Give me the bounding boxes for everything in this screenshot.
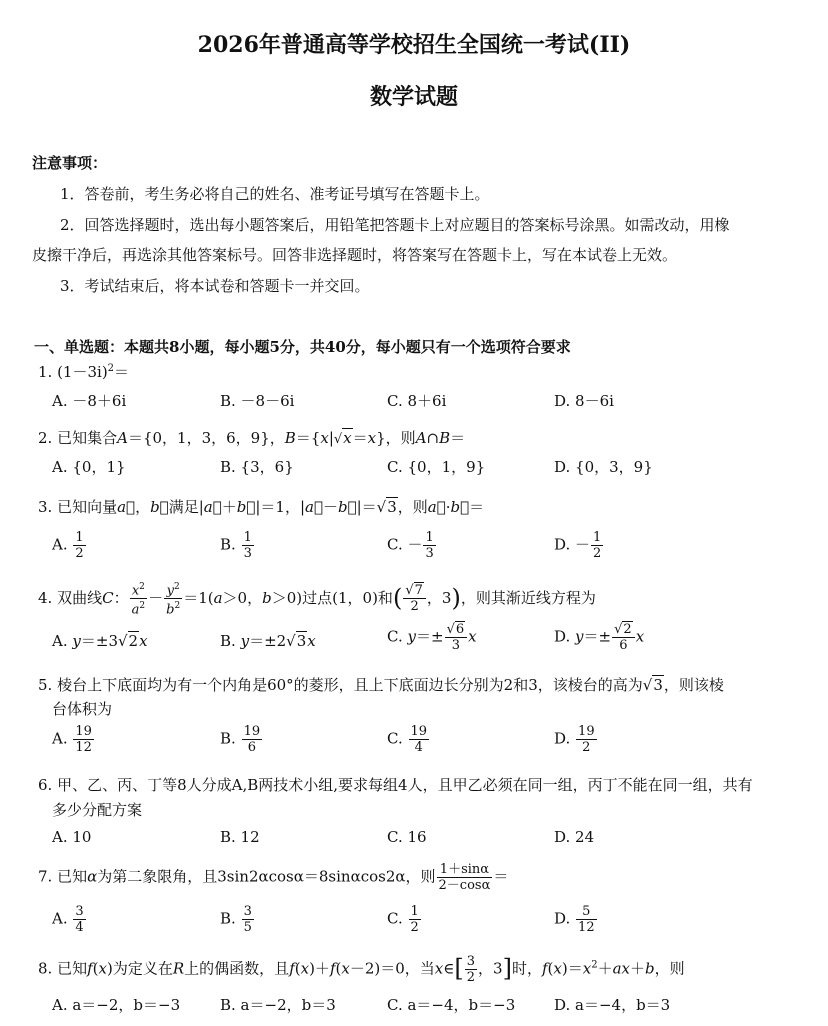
q8-option-a: A. a＝−2，b＝−3: [52, 996, 181, 1014]
stem-text: ，则: [654, 959, 685, 978]
option-letter: A.: [52, 535, 68, 554]
q7-option-d: D. $\frac{5}{12}$: [554, 904, 595, 935]
q3-option-b: B. $\frac{1}{3}$: [220, 530, 252, 561]
option-letter: D.: [554, 909, 571, 928]
option-letter: B.: [220, 729, 236, 748]
question-number: 6.: [38, 776, 53, 794]
q6-option-b: B. 12: [220, 828, 260, 846]
q5-option-a: A. $\frac{19}{12}$: [52, 724, 92, 755]
q2-option-b: B. {3，6}: [220, 458, 294, 476]
stem-text: 已知集合: [57, 429, 118, 447]
question-8-stem: 8. 已知f(x)为定义在R上的偶函数，且f(x)＋f(x－2)＝0，当x∈[ $\frac{3}{2}$ ，3]时，$f(x)=x^2+ax+b$，则: [38, 954, 685, 985]
option-letter: C.: [387, 729, 403, 748]
question-5-stem-line2: 台体积为: [52, 700, 113, 718]
option-letter: B.: [220, 909, 236, 928]
option-letter: C.: [387, 627, 403, 646]
notice-item: 1．答卷前，考生务必将自己的姓名、准考证号填写在答题卡上。: [60, 185, 490, 203]
question-number: 2.: [38, 429, 53, 447]
q8-option-d: D. a＝−4，b＝3: [554, 996, 671, 1014]
question-2-stem: 2. 已知集合A＝{0，1，3，6，9}，B＝{x|√x＝x}，则A∩B＝: [38, 429, 466, 447]
q2-option-a: A. {0，1}: [52, 458, 126, 476]
stem-text: 棱台上下底面均为有一个内角是60°的菱形，且上下底面边长分别为2和3，该棱台的高为: [57, 676, 643, 694]
q3-option-a: A. $\frac{1}{2}$: [52, 530, 84, 561]
section-heading: 一、单选题：本题共8小题，每小题5分，共40分，每小题只有一个选项符合要求: [34, 338, 571, 356]
q6-option-c: C. 16: [387, 828, 427, 846]
option-letter: C.: [387, 909, 403, 928]
stem-text: 已知向量: [57, 498, 118, 516]
q8-option-c: C. a＝−4，b＝−3: [387, 996, 516, 1014]
stem-text: 上的偶函数，且: [184, 959, 290, 978]
stem-text: 满足: [168, 498, 199, 516]
option-letter: A.: [52, 909, 68, 928]
question-number: 3.: [38, 498, 53, 516]
q1-option-a: A. －8＋6i: [52, 392, 127, 410]
q6-option-a: A. 10: [52, 828, 92, 846]
q6-option-d: D. 24: [554, 828, 595, 846]
stem-text: 为定义在: [112, 959, 173, 978]
question-number: 5.: [38, 676, 53, 694]
stem-text: ，则: [385, 429, 416, 447]
notice-item: 2．回答选择题时，选出每小题答案后，用铅笔把答题卡上对应题目的答案标号涂黑。如需改动，用橡: [60, 216, 730, 234]
q8-option-b: B. a＝−2，b＝3: [220, 996, 336, 1014]
question-number: 4.: [38, 588, 53, 607]
q4-option-a: A. y＝±3√2x: [52, 632, 148, 650]
stem-text: 为第二象限角，且3sin2αcosα＝8sinαcos2α，则: [97, 867, 436, 886]
question-7-stem: 7. 已知α为第二象限角，且3sin2αcosα＝8sinαcos2α，则 $\frac{1+\sin\alpha}{2-\cos\alpha}$ ＝: [38, 862, 509, 893]
option-letter: D.: [554, 627, 571, 646]
notice-item: 3．考试结束后，将本试卷和答题卡一并交回。: [60, 277, 370, 295]
notice-item: 皮擦干净后，再选涂其他答案标号。回答非选择题时，将答案写在答题卡上，写在本试卷上无效。: [32, 246, 678, 264]
question-1-stem: 1. $(1-3i)^2=$: [38, 363, 130, 381]
exam-subtitle: 数学试题: [369, 84, 458, 110]
q3-option-c: C. － $\frac{1}{3}$: [387, 530, 434, 561]
stem-text: 时，: [511, 959, 542, 978]
q1-option-c: C. 8＋6i: [387, 392, 447, 410]
notice-label: 注意事项：: [32, 154, 108, 172]
q4-option-c: C. y＝± $\frac{√6}{3}$ x: [387, 622, 477, 653]
option-letter: D. －: [554, 535, 591, 554]
stem-text: 已知: [57, 959, 88, 978]
q5-option-c: C. $\frac{19}{4}$: [387, 724, 428, 755]
q5-option-b: B. $\frac{19}{6}$: [220, 724, 261, 755]
q2-option-c: C. {0，1，9}: [387, 458, 486, 476]
q7-option-a: A. $\frac{3}{4}$: [52, 904, 84, 935]
question-3-stem: 3. 已知向量a⃗，b⃗满足|a⃗＋b⃗|＝1，|a⃗－b⃗|＝√3，则a⃗·b⃗＝: [38, 498, 485, 516]
stem-text: 甲、乙、丙、丁等8人分成A,B两技术小组,要求每组4人，且甲乙必须在同一组，丙丁不能在同一组，共有: [57, 776, 753, 794]
stem-text: ，则其渐近线方程为: [460, 588, 596, 607]
question-6-stem: [38, 774, 753, 795]
exam-title: 2026年普通高等学校招生全国统一考试(II): [197, 32, 631, 58]
question-number: 7.: [38, 867, 53, 886]
stem-text: 已知: [57, 867, 88, 886]
q4-option-d: D. y＝± $\frac{√2}{6}$ x: [554, 622, 645, 653]
stem-text: 和: [377, 588, 393, 607]
q5-option-d: D. $\frac{19}{2}$: [554, 724, 595, 755]
q4-option-b: B. y＝±2√3x: [220, 632, 316, 650]
question-4-stem: 4. 双曲线C： $\frac{x^2}{a^2}$ － $\frac{y^2}{b^2}$ ＝1(a＞0，b＞0)过点(1，0)和( $\frac{√7}{2}$ ，3)，则其渐近线方程为: [38, 582, 596, 618]
option-letter: B.: [220, 535, 236, 554]
q1-option-d: D. 8－6i: [554, 392, 614, 410]
option-letter: A.: [52, 729, 68, 748]
option-letter: D.: [554, 729, 571, 748]
option-letter: A.: [52, 632, 68, 650]
q1-option-b: B. －8－6i: [220, 392, 295, 410]
question-6-stem-line2: 多少分配方案: [52, 801, 143, 819]
stem-text: 过点: [302, 588, 333, 607]
stem-text: ，则: [397, 498, 428, 516]
question-number: 1.: [38, 363, 53, 381]
stem-text: ，则该棱: [663, 676, 724, 694]
q3-option-d: D. － $\frac{1}{2}$: [554, 530, 602, 561]
q2-option-d: D. {0，3，9}: [554, 458, 653, 476]
stem-text: ，当: [404, 959, 435, 978]
question-5-stem: 5. 棱台上下底面均为有一个内角是60°的菱形，且上下底面边长分别为2和3，该棱台的高为√3，则该棱: [38, 676, 724, 694]
stem-text: 双曲线: [57, 588, 103, 607]
option-letter: B.: [220, 632, 236, 650]
question-number: 8.: [38, 959, 53, 978]
q7-option-b: B. $\frac{3}{5}$: [220, 904, 252, 935]
q7-option-c: C. $\frac{1}{2}$: [387, 904, 419, 935]
option-letter: C. －: [387, 535, 423, 554]
